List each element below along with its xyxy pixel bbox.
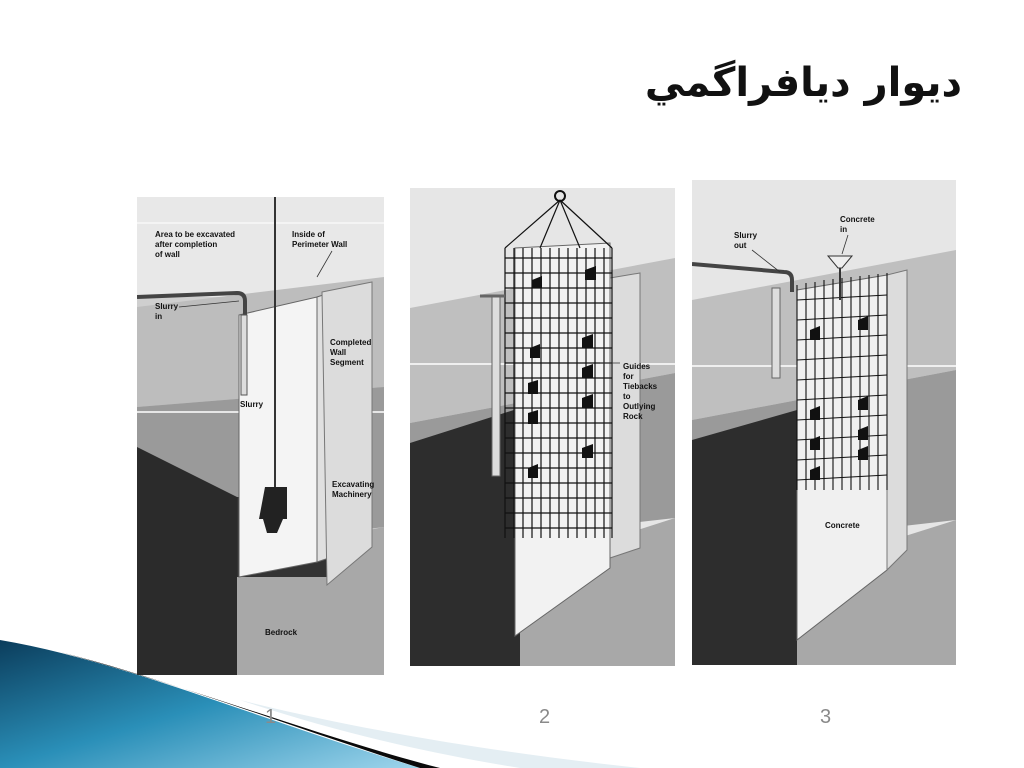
label-area-3: of wall xyxy=(155,250,180,259)
panel-number-3: 3 xyxy=(820,706,832,728)
label-slurry-in-1: Slurry xyxy=(155,302,179,311)
label-concrete: Concrete xyxy=(825,521,860,530)
reinforcement-cage-diagram xyxy=(410,188,675,666)
label-area-2: after completion xyxy=(155,240,218,249)
label-completed-3: Segment xyxy=(330,358,364,367)
label-slurry: Slurry xyxy=(240,400,264,409)
label-bedrock: Bedrock xyxy=(265,628,298,637)
diagram-panel-1 xyxy=(137,197,384,675)
label-slurry-out-1: Slurry xyxy=(734,231,758,240)
label-area-1: Area to be excavated xyxy=(155,230,236,239)
concreting-diagram xyxy=(692,180,956,665)
excavation-diagram xyxy=(137,197,384,675)
label-concrete-in-2: in xyxy=(840,225,848,234)
panel-number-1: 1 xyxy=(265,706,277,728)
label-slurry-in-2: in xyxy=(155,312,163,321)
label-guides-4: to xyxy=(623,392,631,401)
label-machinery-2: Machinery xyxy=(332,490,372,499)
label-concrete-in-1: Concrete xyxy=(840,215,875,224)
slide-title: ديوار ديافراگمي xyxy=(644,60,962,106)
label-guides-5: Outlying xyxy=(623,402,656,411)
label-completed-1: Completed xyxy=(330,338,372,347)
label-slurry-out-2: out xyxy=(734,241,747,250)
label-completed-2: Wall xyxy=(330,348,347,357)
label-guides-1: Guides xyxy=(623,362,651,371)
label-inside-2: Perimeter Wall xyxy=(292,240,348,249)
diagram-panel-3 xyxy=(692,180,956,665)
panel-number-2: 2 xyxy=(539,706,551,728)
diagram-panel-2 xyxy=(410,188,675,666)
label-guides-3: Tiebacks xyxy=(623,382,658,391)
label-guides-6: Rock xyxy=(623,412,643,421)
label-inside-1: Inside of xyxy=(292,230,325,239)
label-guides-2: for xyxy=(623,372,634,381)
label-machinery-1: Excavating xyxy=(332,480,375,489)
